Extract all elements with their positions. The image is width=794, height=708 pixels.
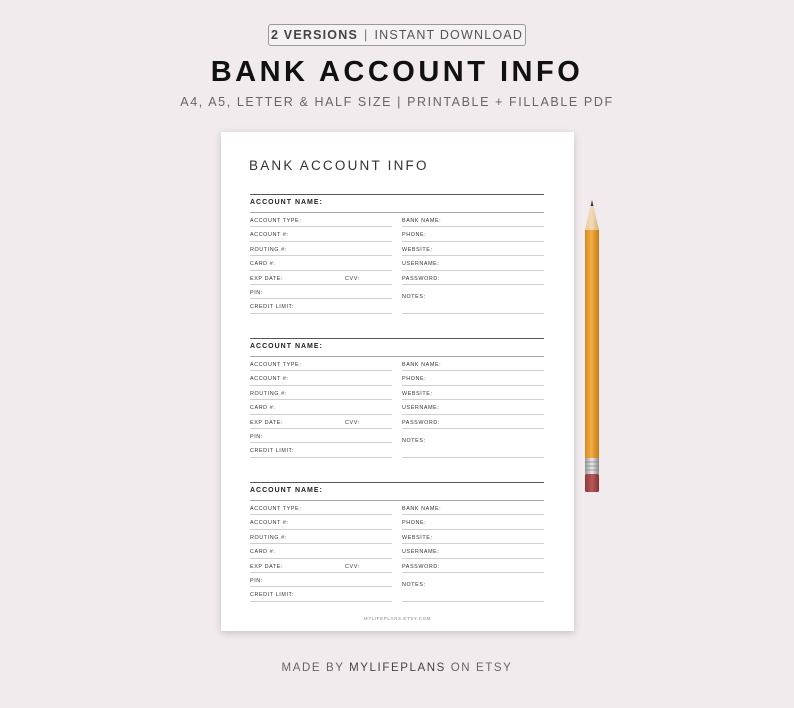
cvv-label: CVV: <box>345 419 360 426</box>
pencil-body <box>585 230 599 458</box>
password-field[interactable]: PASSWORD: <box>402 271 544 285</box>
right-column <box>402 357 544 458</box>
pencil-wood <box>585 206 599 230</box>
exp-date-row[interactable] <box>250 415 392 429</box>
badge-separator: | <box>363 28 369 42</box>
badge-versions: 2 VERSIONS <box>270 28 358 42</box>
username-field[interactable]: USERNAME: <box>402 400 544 414</box>
right-column <box>402 501 544 602</box>
left-column <box>250 213 392 314</box>
website-field[interactable]: WEBSITE: <box>402 530 544 544</box>
exp-date-row[interactable] <box>250 559 392 573</box>
card-number-field[interactable]: CARD #: <box>250 544 392 558</box>
sheet-footer-url: MYLIFEPLANS.ETSY.COM <box>363 616 432 621</box>
made-by-prefix: MADE BY <box>281 662 345 674</box>
website-field[interactable]: WEBSITE: <box>402 242 544 256</box>
block-divider <box>250 482 544 483</box>
routing-number-field[interactable]: ROUTING #: <box>250 530 392 544</box>
pin-field[interactable]: PIN: <box>250 285 392 299</box>
account-type-field[interactable]: ACCOUNT TYPE: <box>250 213 392 227</box>
bank-name-field[interactable]: BANK NAME: <box>402 501 544 515</box>
block-divider <box>250 338 544 339</box>
notes-field[interactable]: NOTES: <box>402 429 544 458</box>
username-field[interactable]: USERNAME: <box>402 544 544 558</box>
notes-field[interactable]: NOTES: <box>402 285 544 314</box>
cvv-label: CVV: <box>345 563 360 570</box>
password-field[interactable]: PASSWORD: <box>402 559 544 573</box>
card-number-field[interactable]: CARD #: <box>250 400 392 414</box>
account-type-field[interactable]: ACCOUNT TYPE: <box>250 501 392 515</box>
pin-field[interactable]: PIN: <box>250 573 392 587</box>
pencil-lead <box>591 200 594 206</box>
account-number-field[interactable]: ACCOUNT #: <box>250 227 392 241</box>
credit-limit-field[interactable]: CREDIT LIMIT: <box>250 443 392 457</box>
routing-number-field[interactable]: ROUTING #: <box>250 242 392 256</box>
account-type-field[interactable]: ACCOUNT TYPE: <box>250 357 392 371</box>
account-name-field[interactable]: ACCOUNT NAME: <box>250 487 544 501</box>
account-number-field[interactable]: ACCOUNT #: <box>250 515 392 529</box>
phone-field[interactable]: PHONE: <box>402 371 544 385</box>
page-title: BANK ACCOUNT INFO <box>210 56 584 88</box>
account-number-field[interactable]: ACCOUNT #: <box>250 371 392 385</box>
badge-download: INSTANT DOWNLOAD <box>374 28 524 42</box>
block-divider <box>250 194 544 195</box>
credit-limit-field[interactable]: CREDIT LIMIT: <box>250 299 392 313</box>
username-field[interactable]: USERNAME: <box>402 256 544 270</box>
right-column <box>402 213 544 314</box>
notes-field[interactable]: NOTES: <box>402 573 544 602</box>
credit-limit-field[interactable]: CREDIT LIMIT: <box>250 587 392 601</box>
phone-field[interactable]: PHONE: <box>402 515 544 529</box>
pencil-eraser <box>585 474 599 492</box>
sheet-title: BANK ACCOUNT INFO <box>249 158 429 173</box>
card-number-field[interactable]: CARD #: <box>250 256 392 270</box>
cvv-label: CVV: <box>345 275 360 282</box>
planner-sheet <box>221 132 574 631</box>
made-by-credit <box>0 662 794 674</box>
left-column <box>250 501 392 602</box>
account-name-field[interactable]: ACCOUNT NAME: <box>250 343 544 357</box>
exp-date-label: EXP DATE: <box>250 275 284 282</box>
exp-date-label: EXP DATE: <box>250 563 284 570</box>
exp-date-row[interactable] <box>250 271 392 285</box>
password-field[interactable]: PASSWORD: <box>402 415 544 429</box>
pencil-icon <box>583 200 601 496</box>
bank-name-field[interactable]: BANK NAME: <box>402 213 544 227</box>
account-name-field[interactable]: ACCOUNT NAME: <box>250 199 544 213</box>
website-field[interactable]: WEBSITE: <box>402 386 544 400</box>
pin-field[interactable]: PIN: <box>250 429 392 443</box>
routing-number-field[interactable]: ROUTING #: <box>250 386 392 400</box>
exp-date-label: EXP DATE: <box>250 419 284 426</box>
page-subtitle: A4, A5, LETTER & HALF SIZE | PRINTABLE + FILLABLE PDF <box>180 95 614 109</box>
bank-name-field[interactable]: BANK NAME: <box>402 357 544 371</box>
left-column <box>250 357 392 458</box>
made-by-suffix: ON ETSY <box>450 662 513 674</box>
versions-badge <box>268 24 526 46</box>
phone-field[interactable]: PHONE: <box>402 227 544 241</box>
made-by-brand: MYLIFEPLANS <box>349 662 446 674</box>
